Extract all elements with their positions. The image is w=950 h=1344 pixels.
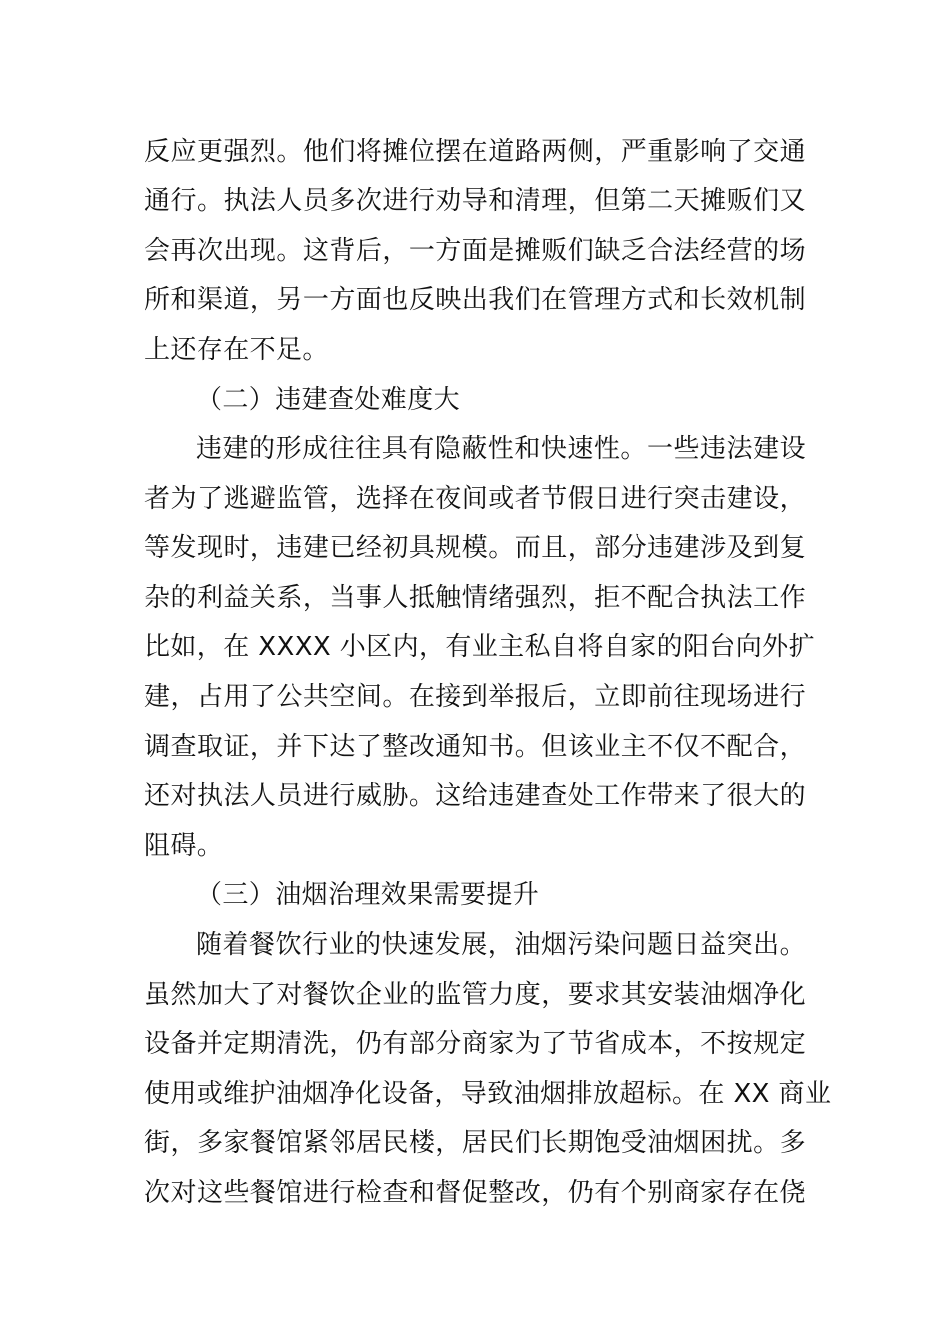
paragraph-line: 次对这些餐馆进行检查和督促整改，仍有个别商家存在侥 xyxy=(144,1178,806,1208)
paragraph-line: 建，占用了公共空间。在接到举报后，立即前往现场进行 xyxy=(144,682,806,712)
paragraph-line: 调查取证，并下达了整改通知书。但该业主不仅不配合， xyxy=(144,732,806,762)
section-heading: （二）违建查处难度大 xyxy=(196,385,461,415)
paragraph-line: 杂的利益关系，当事人抵触情绪强烈，拒不配合执法工作 xyxy=(144,583,806,613)
paragraph-line: 通行。执法人员多次进行劝导和清理，但第二天摊贩们又 xyxy=(144,186,806,216)
paragraph-line: 比如，在 XXXX 小区内，有业主私自将自家的阳台向外扩 xyxy=(144,632,815,662)
paragraph-line: 上还存在不足。 xyxy=(144,335,329,365)
paragraph-line: 街，多家餐馆紧邻居民楼，居民们长期饱受油烟困扰。多 xyxy=(144,1128,806,1158)
paragraph-line: 使用或维护油烟净化设备，导致油烟排放超标。在 XX 商业 xyxy=(144,1079,832,1109)
paragraph-line: 者为了逃避监管，选择在夜间或者节假日进行突击建设， xyxy=(144,484,806,514)
paragraph-line: 违建的形成往往具有隐蔽性和快速性。一些违法建设 xyxy=(196,434,806,464)
paragraph-line: 还对执法人员进行威胁。这给违建查处工作带来了很大的 xyxy=(144,781,806,811)
paragraph-line: 虽然加大了对餐饮企业的监管力度，要求其安装油烟净化 xyxy=(144,980,806,1010)
paragraph-line: 所和渠道，另一方面也反映出我们在管理方式和长效机制 xyxy=(144,285,806,315)
paragraph-line: 阻碍。 xyxy=(144,831,224,861)
paragraph-line: 随着餐饮行业的快速发展，油烟污染问题日益突出。 xyxy=(196,930,806,960)
paragraph-line: 反应更强烈。他们将摊位摆在道路两侧，严重影响了交通 xyxy=(144,137,806,167)
paragraph-line: 会再次出现。这背后，一方面是摊贩们缺乏合法经营的场 xyxy=(144,236,806,266)
section-heading: （三）油烟治理效果需要提升 xyxy=(196,880,540,910)
paragraph-line: 等发现时，违建已经初具规模。而且，部分违建涉及到复 xyxy=(144,533,806,563)
paragraph-line: 设备并定期清洗，仍有部分商家为了节省成本，不按规定 xyxy=(144,1029,806,1059)
